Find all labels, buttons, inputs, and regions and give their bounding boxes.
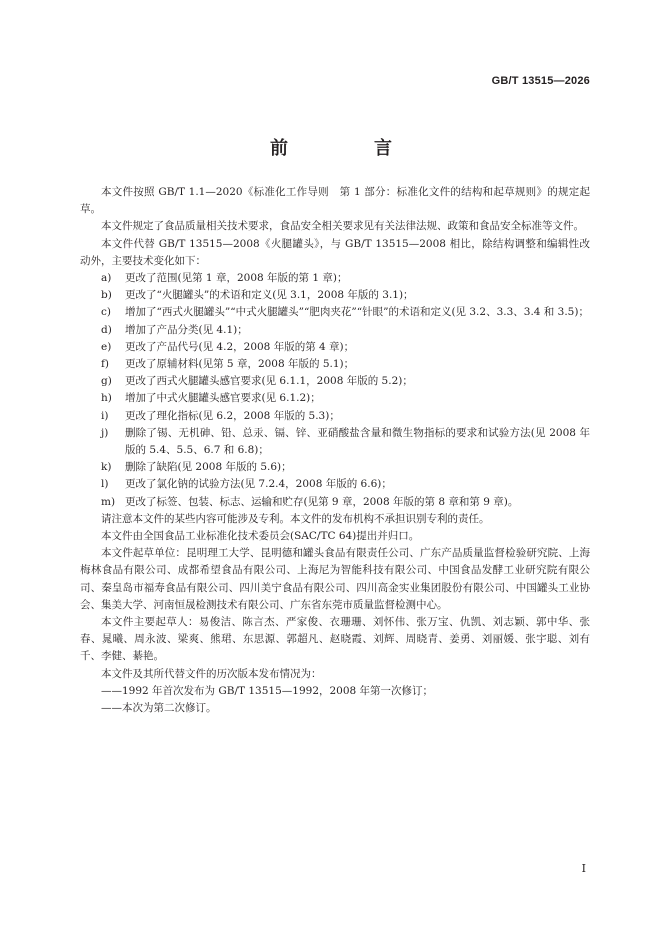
page-number: I: [581, 862, 586, 875]
patent-notice: 请注意本文件的某些内容可能涉及专利。本文件的发布机构不承担识别专利的责任。: [101, 512, 490, 525]
list-marker: j): [101, 426, 109, 439]
list-item-text: 增加了产品分类(见 4.1)；: [125, 323, 248, 336]
drafters-paragraph: 本文件主要起草人：易俊洁、陈言杰、严家俊、衣珊珊、刘怀伟、张万宝、仇凯、刘志颖、郭中华、张春、晁曦、周永波、梁爽、熊珺、东思源、郭超凡、赵晓霞、刘辉、周晓青、姜勇、刘丽媛、张宇聪、刘有千、李健、綦艳。: [80, 616, 590, 663]
list-item: [80, 322, 590, 339]
changes-list: [80, 270, 590, 511]
intro-paragraph: 本文件代替 GB/T 13515—2008《火腿罐头》，与 GB/T 13515—2008 相比，除结构调整和编辑性改动外，主要技术变化如下：: [80, 237, 590, 267]
list-marker: a): [101, 272, 112, 285]
list-item: [80, 356, 590, 373]
drafting-units-paragraph: 本文件起草单位：昆明理工大学、昆明德和罐头食品有限责任公司、广东产品质量监督检验研究院、上海梅林食品有限公司、成都希望食品有限公司、上海尼为智能科技有限公司、中国食品发酵工业研究院有限公司、秦皇岛市福寿食品有限公司、四川美宁食品有限公司、四川高金实业集团股份有限公司、中国罐头工业协会、集美大学、河南恒晟检测技术有限公司、广东省东莞市质量监督检测中心。: [80, 547, 590, 611]
page-title: 前 言: [270, 138, 426, 159]
list-marker: l): [101, 478, 109, 491]
list-marker: c): [101, 306, 111, 319]
history-intro: 本文件及其所代替文件的历次版本发布情况为：: [101, 667, 322, 680]
list-item-text: 更改了标签、包装、标志、运输和贮存(见第 9 章，2008 年版的第 8 章和第 9 章)。: [125, 495, 519, 508]
list-item: [80, 287, 590, 304]
list-item-text: 更改了理化指标(见 6.2，2008 年版的 5.3)；: [125, 409, 340, 422]
standard-code: GB/T 13515—2026: [491, 75, 590, 87]
list-item-text: 增加了中式火腿罐头感官要求(见 6.1.2)；: [125, 392, 321, 405]
history-item: ——1992 年首次发布为 GB/T 13515—1992，2008 年第一次修订；: [101, 684, 434, 697]
list-marker: b): [101, 289, 112, 302]
list-item-text: 更改了西式火腿罐头感官要求(见 6.1.1，2008 年版的 5.2)；: [125, 375, 413, 388]
list-item: [80, 459, 590, 476]
list-item: [80, 304, 590, 321]
list-item: [80, 408, 590, 425]
list-item-text: 删除了锡、无机砷、铅、总汞、镉、锌、亚硝酸盐含量和微生物指标的要求和试验方法(见 2008 年版的 5.4、5.5、6.7 和 6.8)；: [125, 426, 590, 457]
intro-paragraph: 本文件按照 GB/T 1.1—2020《标准化工作导则 第 1 部分：标准化文件的结构和起草规则》的规定起草。: [80, 186, 590, 216]
list-item-text: 增加了“西式火腿罐头”“中式火腿罐头”“肥肉夹花”“针眼”的术语和定义(见 3.2、3.3、3.4 和 3.5)；: [125, 306, 589, 319]
list-item: [80, 494, 590, 511]
list-item-text: 更改了氯化钠的试验方法(见 7.2.4，2008 年版的 6.6)；: [125, 478, 392, 491]
list-item: [80, 476, 590, 493]
list-item: [80, 270, 590, 287]
list-marker: k): [101, 461, 112, 474]
list-item: [80, 373, 590, 390]
proposer-paragraph: 本文件由全国食品工业标准化技术委员会(SAC/TC 64)提出并归口。: [101, 530, 420, 543]
list-item: [80, 390, 590, 407]
list-marker: d): [101, 323, 112, 336]
list-marker: m): [101, 495, 116, 508]
list-item-text: 更改了产品代号(见 4.2，2008 年版的第 4 章)；: [125, 340, 355, 353]
list-item-text: 删除了缺陷(见 2008 年版的 5.6)；: [125, 461, 292, 474]
document-body: [80, 184, 590, 717]
list-marker: h): [101, 392, 112, 405]
list-marker: i): [101, 409, 109, 422]
history-item: ——本次为第二次修订。: [101, 702, 217, 715]
list-item-text: 更改了范围(见第 1 章，2008 年版的第 1 章)；: [125, 272, 348, 285]
list-marker: e): [101, 340, 112, 353]
list-marker: f): [101, 358, 109, 371]
list-marker: g): [101, 375, 112, 388]
list-item-text: 更改了“火腿罐头”的术语和定义(见 3.1，2008 年版的 3.1)；: [125, 289, 414, 302]
list-item: [80, 339, 590, 356]
list-item-text: 更改了原辅材料(见第 5 章，2008 年版的 5.1)；: [125, 358, 355, 371]
intro-paragraph: 本文件规定了食品质量相关技术要求，食品安全相关要求见有关法律法规、政策和食品安全标准等文件。: [101, 220, 584, 233]
list-item: [80, 425, 590, 459]
